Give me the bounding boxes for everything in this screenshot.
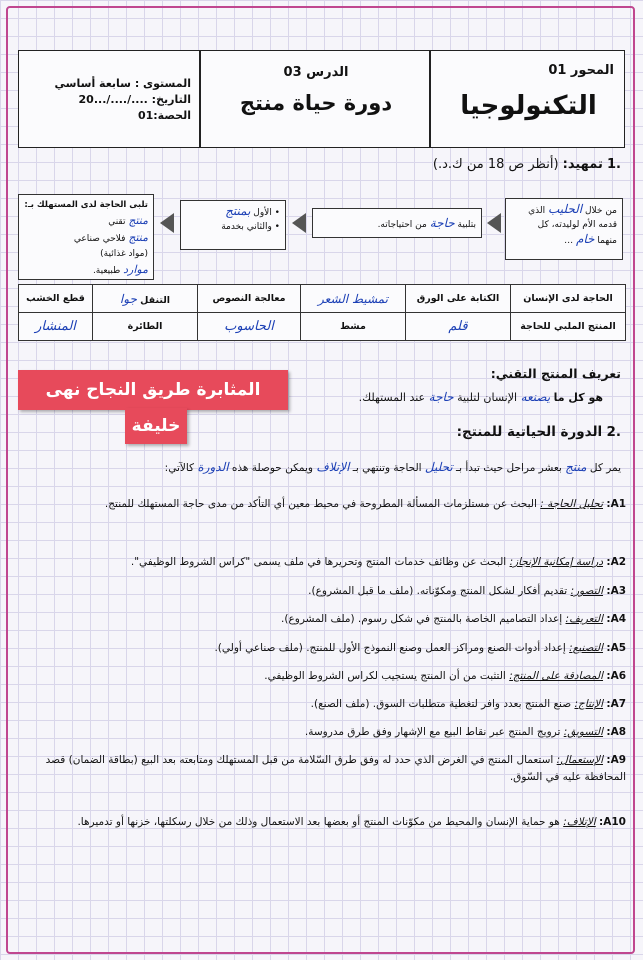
step-a10	[18, 814, 626, 831]
flow1-text-c: قدمه الأم لوليدته، كل	[537, 220, 617, 230]
flow2-text-a: بتلبية	[457, 220, 476, 230]
flow-arrow-3	[160, 213, 174, 233]
step-a5	[18, 640, 626, 657]
table-cell: قطع الخشب	[19, 285, 93, 313]
table-cell	[19, 313, 93, 341]
step-label: A10:	[599, 816, 626, 828]
step-text: صنع المنتج بعدد وافر لتغطية متطلبات السوق. (ملف الصنع).	[310, 698, 572, 710]
flow1-text-e: …	[564, 236, 574, 246]
step-a6	[18, 668, 626, 685]
step-a7	[18, 696, 626, 713]
step-text: البحث عن وظائف خدمات المنتج وتحريرها في ملف يسمى "كراس الشروط الوظيفي".	[130, 556, 507, 568]
def-hand-1: يصنعه	[520, 390, 551, 404]
flow-arrow-2	[292, 213, 306, 233]
step-title: الإنتاج:	[574, 698, 604, 710]
flow2-text-b: من احتياجاته.	[377, 220, 427, 230]
table-cell	[198, 313, 301, 341]
table-cell	[301, 285, 406, 313]
axis-label: المحور 01	[548, 63, 614, 78]
lc-text-e: كالآتي:	[164, 462, 195, 474]
lifecycle-intro	[21, 460, 621, 474]
lc-text-b: بعشر مراحل حيث تبدأ بـ	[456, 462, 562, 474]
step-text: ترويج المنتج عبر نقاط البيع مع الإشهار وفق طرق مدروسة.	[304, 726, 561, 738]
lesson-title: دورة حياة منتج	[239, 91, 393, 115]
flow3-text-b: • والثاني بخدمة	[221, 222, 280, 232]
step-label: A8:	[606, 726, 626, 738]
flow4-item-2: فلاحي صناعي	[73, 234, 126, 244]
hand-text: قلم	[448, 319, 468, 334]
step-text: إعداد أدوات الصنع ومراكز العمل وصنع النموذج الأول للمنتج. (ملف صناعي أولي).	[214, 642, 566, 654]
def-text-b: الإنسان لتلبية	[457, 391, 518, 404]
header-axis-box	[430, 50, 625, 148]
step-text: تقديم أفكار لشكل المنتج ومكوّناته. (ملف ما قبل المشروع).	[308, 585, 568, 597]
step-title: الإستعمال:	[556, 754, 604, 766]
step-title: التعريف:	[565, 613, 604, 625]
step-text: إعداد التصاميم الخاصة بالمنتج في شكل رسوم. (ملف المشروع).	[281, 613, 563, 625]
table-cell: الكتابة على الورق	[406, 285, 511, 313]
intro-title: تمهيد:	[562, 157, 603, 172]
step-a4	[18, 611, 626, 628]
def-text-a: هو كل ما	[553, 391, 603, 404]
step-a1	[18, 496, 626, 513]
intro-heading	[433, 157, 621, 172]
flow4-item-4: طبيعية.	[92, 266, 121, 276]
lc-text-a: يمر كل	[589, 462, 621, 474]
step-a9	[18, 752, 626, 786]
flow-box-2	[312, 208, 482, 238]
step-label: A6:	[606, 670, 626, 682]
lc-text-d: ويمكن حوصلة هذه	[231, 462, 313, 474]
lc-text-c: الحاجة وتنتهي بـ	[352, 462, 422, 474]
definition-text	[359, 390, 603, 404]
lc-hand-2: تحليل	[424, 460, 453, 474]
table-cell: التنقل جوا	[93, 285, 198, 313]
flow4-hand-4: موارد	[123, 263, 148, 276]
flow3-hand-product: بمنتج	[225, 204, 251, 218]
step-text: التثبت من أن المنتج يستجيب لكراس الشروط الوظيفي.	[264, 670, 506, 682]
step-label: A5:	[606, 642, 626, 654]
lc-hand-4: الدورة	[197, 460, 229, 474]
def-hand-2: حاجة	[428, 390, 454, 404]
step-text: استعمال المنتج في الغرض الذي حدد له وفق طرق السّلامة من قبل المستهلك ومتابعته بعد البيع (بطاقة الضمان) قصد المحافظة عليه في السّوق.	[45, 754, 626, 783]
step-title: الإتلاف:	[563, 816, 596, 828]
step-label: A7:	[606, 698, 626, 710]
step-title: دراسة إمكانية الإنجاز:	[509, 556, 604, 568]
step-label: A4:	[606, 613, 626, 625]
step-title: التصنيع:	[569, 642, 604, 654]
table-cell: معالجة النصوص	[198, 285, 301, 313]
step-label: A2:	[606, 556, 626, 568]
lc-hand-1: منتج	[565, 460, 587, 474]
step-a2	[18, 554, 626, 571]
lc-hand-3: الإتلاف	[316, 460, 350, 474]
motivation-banner-name: خليفة	[125, 408, 187, 444]
lifecycle-heading	[457, 424, 621, 440]
hand-text: جوا	[119, 291, 137, 306]
flow1-text-a: من خلال	[584, 206, 617, 216]
level-text: المستوى : سابعة أساسي	[54, 77, 191, 90]
flow1-hand-milk: الحليب	[547, 202, 583, 216]
step-title: تحليل الحاجة :	[540, 498, 604, 510]
flow1-hand-raw: خام	[575, 232, 595, 246]
lesson-label: الدرس 03	[283, 65, 349, 80]
session-text: الحصة:01	[137, 109, 191, 122]
header-lesson-box	[200, 50, 430, 148]
table-cell: مشط	[301, 313, 406, 341]
hand-text: المنشار	[35, 319, 76, 334]
definition-title: تعريف المنتج التقني:	[490, 366, 621, 381]
flow-box-4	[18, 194, 154, 280]
flow-box-3	[180, 200, 286, 250]
step-text: البحث عن مستلزمات المسألة المطروحة في محيط معين أي التأكد من مدى حاجة المستهلك للمنتج.	[104, 498, 537, 510]
header-info-box	[18, 50, 200, 148]
axis-title: التكنولوجيا	[460, 91, 597, 121]
table-cell: المنتج الملبي للحاجة	[511, 313, 626, 341]
need-product-table	[18, 284, 626, 341]
step-label: A1:	[606, 498, 626, 510]
table-cell	[406, 313, 511, 341]
step-title: التصور:	[570, 585, 604, 597]
intro-number: .1	[607, 157, 621, 172]
flow3-text-a: • الأول	[253, 208, 280, 218]
flow4-item-1: تقني	[108, 217, 126, 227]
flow4-hand-2: منتج	[128, 231, 148, 244]
hand-text: الحاسوب	[224, 319, 274, 334]
flow1-text-d: منهما	[597, 236, 617, 246]
step-a8	[18, 724, 626, 741]
date-text: التاريخ: ..../..../...20	[78, 93, 191, 106]
hand-text: تمشيط الشعر	[318, 291, 388, 306]
lifecycle-number: .2	[606, 424, 621, 440]
step-label: A3:	[606, 585, 626, 597]
motivation-banner: المثابرة طريق النجاح نهى	[18, 370, 288, 410]
step-label: A9:	[606, 754, 626, 766]
flow4-title: تلبى الحاجة لدى المستهلك بـ:	[24, 200, 148, 210]
def-text-c: عند المستهلك.	[358, 391, 426, 404]
step-title: المصادقة على المنتج:	[509, 670, 604, 682]
step-title: التسويق:	[563, 726, 604, 738]
table-cell: الحاجة لدى الإنسان	[511, 285, 626, 313]
flow4-item-3: (مواد غذائية)	[100, 249, 148, 259]
table-row	[19, 313, 626, 341]
flow4-hand-1: منتج	[128, 214, 148, 227]
flow-box-1	[505, 198, 623, 260]
page-border	[6, 6, 635, 954]
intro-ref: (أنظر ص 18 من ك.د.)	[432, 157, 559, 172]
table-cell: الطائرة	[93, 313, 198, 341]
flow2-hand-need: حاجة	[429, 216, 455, 230]
flow-arrow-1-shape	[487, 213, 501, 233]
step-a3	[18, 583, 626, 600]
table-row	[19, 285, 626, 313]
lifecycle-title: الدورة الحياتية للمنتج:	[456, 424, 603, 440]
flow1-text-b: الذي	[528, 206, 546, 216]
step-text: هو حماية الإنسان والمحيط من مكوّنات المنتج أو بعضها بعد الاستعمال وذلك من خلال رسكلتها، خزنها أو تدميرها.	[77, 816, 560, 828]
